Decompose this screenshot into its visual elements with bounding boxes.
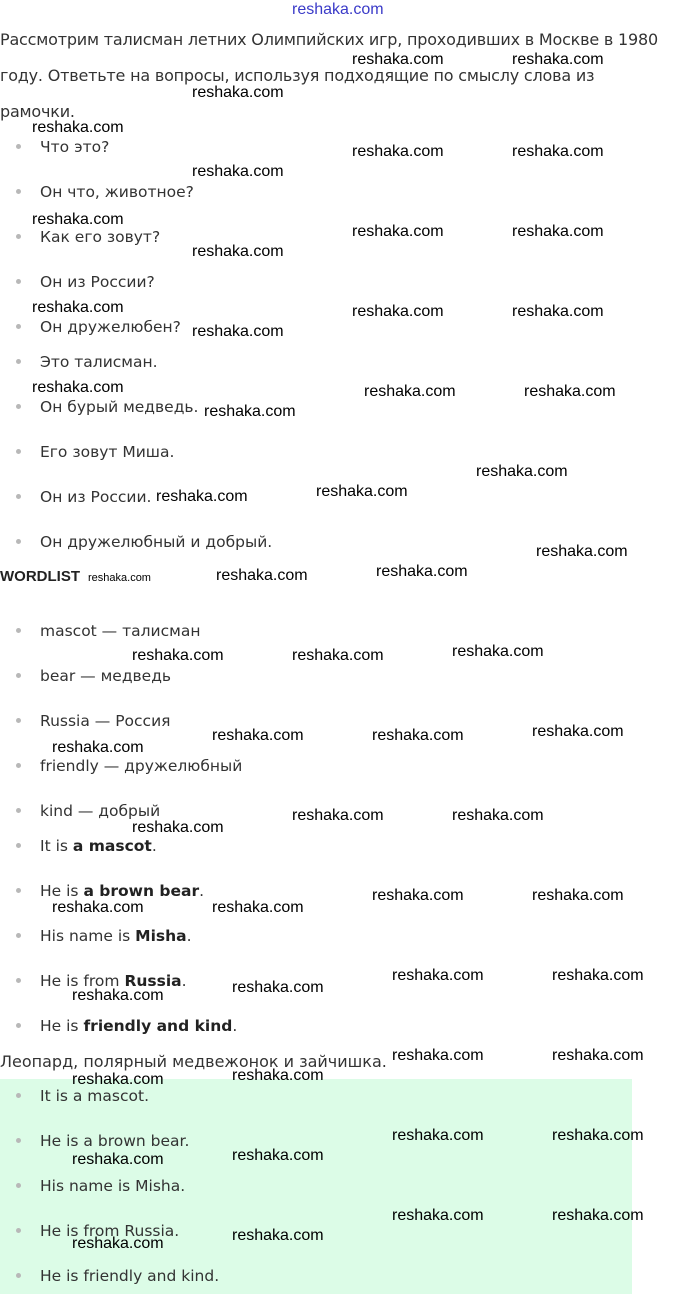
wordlist-item: mascot — талисман — [16, 622, 200, 640]
watermark: reshaka.com — [32, 379, 124, 396]
watermark: reshaka.com — [512, 303, 604, 320]
watermark: reshaka.com — [552, 967, 644, 984]
watermark: reshaka.com — [372, 887, 464, 904]
watermark: reshaka.com — [156, 488, 248, 505]
wordlist-item: friendly — дружелюбный — [16, 757, 242, 775]
watermark: reshaka.com — [532, 723, 624, 740]
watermark: reshaka.com — [88, 572, 151, 584]
question-item: Что это? — [16, 138, 109, 156]
question-item: Он из России? — [16, 273, 155, 291]
watermark: reshaka.com — [192, 323, 284, 340]
watermark: reshaka.com — [352, 303, 444, 320]
watermark: reshaka.com — [316, 483, 408, 500]
watermark: reshaka.com — [232, 979, 324, 996]
watermark: reshaka.com — [292, 647, 384, 664]
final-answer-item: He is a brown bear. — [16, 1132, 189, 1150]
watermark: reshaka.com — [512, 51, 604, 68]
watermark: reshaka.com — [232, 1147, 324, 1164]
watermark: reshaka.com — [392, 967, 484, 984]
watermark: reshaka.com — [132, 819, 224, 836]
wordlist-item: bear — медведь — [16, 667, 171, 685]
watermark: reshaka.com — [452, 807, 544, 824]
other-mascots-line: Леопард, полярный медвежонок и зайчишка. — [0, 1052, 387, 1071]
watermark: reshaka.com — [392, 1047, 484, 1064]
wordlist-item: Russia — Россия — [16, 712, 170, 730]
final-answer-item: It is a mascot. — [16, 1087, 149, 1105]
final-answer-item: He is friendly and kind. — [16, 1267, 219, 1285]
watermark: reshaka.com — [212, 899, 304, 916]
english-answer-item: He is a brown bear. — [16, 882, 204, 900]
final-answer-item: He is from Russia. — [16, 1222, 179, 1240]
intro-line-1: Рассмотрим талисман летних Олимпийских игр, проходивших в Москве в 1980 — [0, 30, 658, 49]
watermark: reshaka.com — [192, 163, 284, 180]
watermark: reshaka.com — [372, 727, 464, 744]
watermark: reshaka.com — [512, 143, 604, 160]
watermark: reshaka.com — [72, 987, 164, 1004]
site-header-link[interactable]: reshaka.com — [292, 1, 384, 18]
watermark: reshaka.com — [232, 1227, 324, 1244]
answer-item: Он из России. — [16, 488, 151, 506]
answer-item: Он бурый медведь. — [16, 398, 198, 416]
watermark: reshaka.com — [532, 887, 624, 904]
wordlist-item: kind — добрый — [16, 802, 160, 820]
intro-line-2: году. Ответьте на вопросы, используя подходящие по смыслу слова из — [0, 66, 595, 85]
watermark: reshaka.com — [204, 403, 296, 420]
watermark: reshaka.com — [192, 243, 284, 260]
watermark: reshaka.com — [32, 119, 124, 136]
watermark: reshaka.com — [192, 84, 284, 101]
question-item: Как его зовут? — [16, 228, 160, 246]
english-answer-item: He is from Russia. — [16, 972, 187, 990]
watermark: reshaka.com — [352, 223, 444, 240]
final-answer-item: His name is Misha. — [16, 1177, 185, 1195]
watermark: reshaka.com — [552, 1207, 644, 1224]
answer-item: Он дружелюбный и добрый. — [16, 533, 272, 551]
intro-line-3: рамочки. — [0, 102, 75, 121]
english-answer-item: His name is Misha. — [16, 927, 192, 945]
watermark: reshaka.com — [212, 727, 304, 744]
watermark: reshaka.com — [352, 143, 444, 160]
english-answer-item: It is a mascot. — [16, 837, 157, 855]
watermark: reshaka.com — [392, 1207, 484, 1224]
watermark: reshaka.com — [72, 1071, 164, 1088]
watermark: reshaka.com — [72, 1151, 164, 1168]
watermark: reshaka.com — [52, 899, 144, 916]
watermark: reshaka.com — [376, 563, 468, 580]
watermark: reshaka.com — [232, 1067, 324, 1084]
answer-item: Его зовут Миша. — [16, 443, 174, 461]
answer-item: Это талисман. — [16, 353, 158, 371]
watermark: reshaka.com — [52, 739, 144, 756]
watermark: reshaka.com — [524, 383, 616, 400]
watermark: reshaka.com — [512, 223, 604, 240]
question-item: Он что, животное? — [16, 183, 194, 201]
watermark: reshaka.com — [476, 463, 568, 480]
watermark: reshaka.com — [452, 643, 544, 660]
watermark: reshaka.com — [32, 211, 124, 228]
watermark: reshaka.com — [352, 51, 444, 68]
watermark: reshaka.com — [536, 543, 628, 560]
english-answer-item: He is friendly and kind. — [16, 1017, 237, 1035]
watermark: reshaka.com — [364, 383, 456, 400]
watermark: reshaka.com — [292, 807, 384, 824]
wordlist-heading: WORDLIST — [0, 568, 80, 585]
question-item: Он дружелюбен? — [16, 318, 181, 336]
watermark: reshaka.com — [72, 1235, 164, 1252]
watermark: reshaka.com — [216, 567, 308, 584]
watermark: reshaka.com — [32, 299, 124, 316]
watermark: reshaka.com — [392, 1127, 484, 1144]
watermark: reshaka.com — [552, 1047, 644, 1064]
watermark: reshaka.com — [552, 1127, 644, 1144]
watermark: reshaka.com — [132, 647, 224, 664]
